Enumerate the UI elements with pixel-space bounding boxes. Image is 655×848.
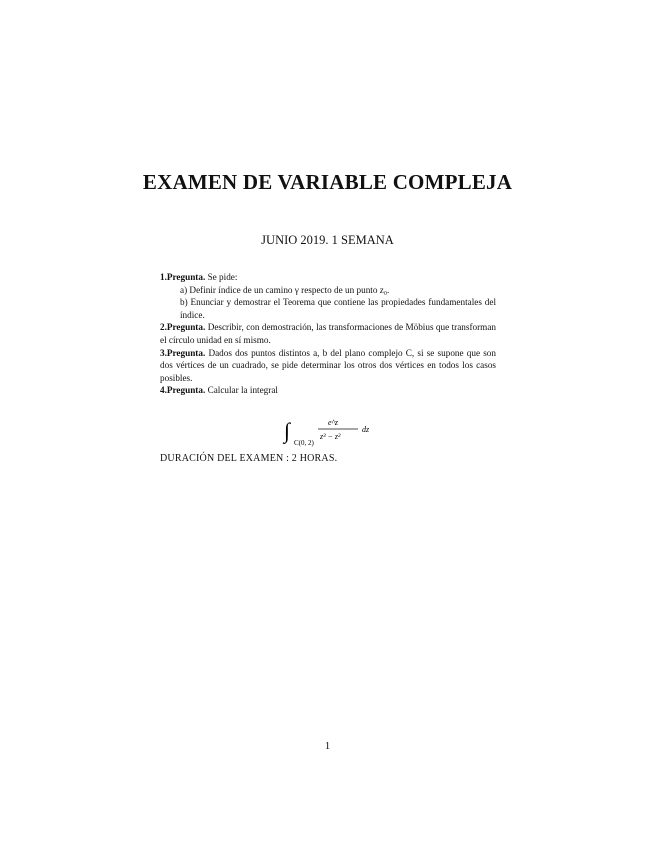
question-2-label: 2.Pregunta.: [160, 322, 206, 333]
question-1-item-b-text: b) Enunciar y demostrar el Teorema que contiene las propiedades fundamentales del índice.: [180, 297, 496, 320]
differential: dz: [362, 425, 370, 434]
question-1: [160, 271, 496, 284]
fraction-numerator: e^z: [328, 418, 339, 427]
integral-sign: ∫: [284, 418, 291, 443]
page-number: 1: [324, 740, 331, 752]
exam-duration: DURACIÓN DEL EXAMEN : 2 HORAS.: [160, 453, 338, 464]
question-1-item-b: [140, 296, 496, 321]
question-4-label: 4.Pregunta.: [160, 385, 206, 396]
page-title: EXAMEN DE VARIABLE COMPLEJA: [142, 170, 513, 194]
question-4: [160, 384, 496, 397]
integral-subscript: C(0, 2): [294, 439, 314, 447]
question-3-text: Dados dos puntos distintos a, b del plano complejo C, si se supone que son dos vértices de un cuadrado, se pide determinar los otros dos vértices en todos los casos posibles.: [160, 347, 496, 383]
question-2-text: Describir, con demostración, las transformaciones de Möbius que transforman el círculo unidad en sí mismo.: [160, 322, 496, 345]
question-1-item-a: a) Definir índice de un camino γ respecto de un punto z₀.: [180, 284, 390, 295]
integral-formula: [280, 412, 400, 448]
exam-date: JUNIO 2019. 1 SEMANA: [261, 233, 394, 247]
question-3-label: 3.Pregunta.: [160, 347, 206, 358]
question-2: [160, 321, 496, 346]
question-4-text: Calcular la integral: [207, 385, 278, 396]
question-1-intro: Se pide:: [207, 272, 238, 282]
question-3: [160, 347, 496, 385]
fraction-denominator: z³ − z²: [320, 432, 341, 441]
exam-body: [160, 271, 496, 397]
question-1-label: 1.Pregunta.: [160, 272, 206, 282]
